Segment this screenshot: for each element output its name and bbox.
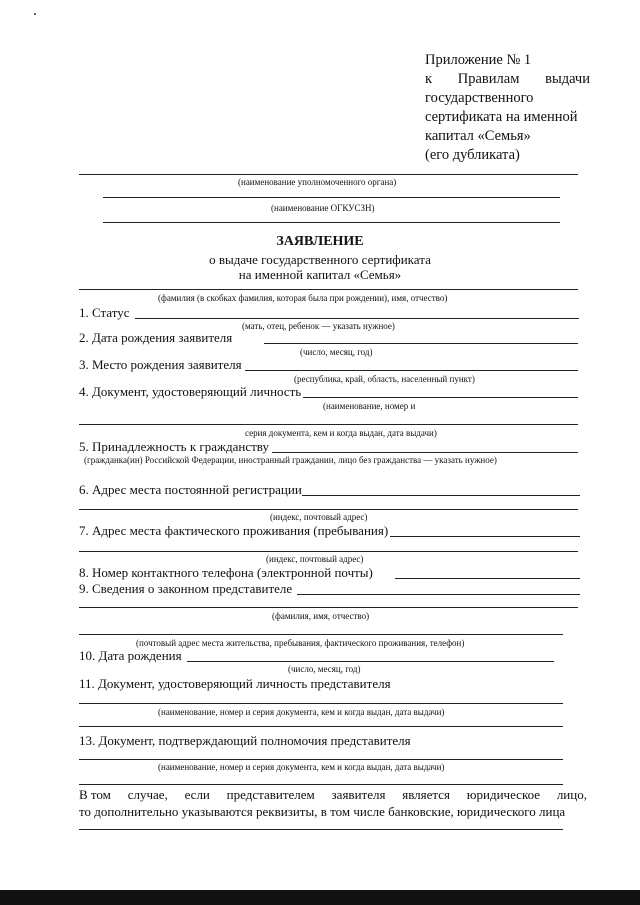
postal-hint-2: (индекс, почтовый адрес) <box>266 554 364 564</box>
field-status-label: 1. Статус <box>79 305 130 320</box>
field-authority-doc-line[interactable] <box>79 759 563 760</box>
ogkuszn-hint: (наименование ОГКУСЗН) <box>271 203 375 213</box>
footer-word: случае, <box>127 787 168 802</box>
footer-word: если <box>184 787 210 802</box>
fio-line[interactable] <box>79 289 578 290</box>
document-hint-2: серия документа, кем и когда выдан, дата выдачи) <box>245 428 437 438</box>
field-actual-address-label: 7. Адрес места фактического проживания (пребывания) <box>79 523 389 538</box>
field-representative-label: 9. Сведения о законном представителе <box>79 581 293 596</box>
field-phone-line[interactable] <box>395 578 580 579</box>
field-status-line[interactable] <box>135 318 579 319</box>
fio-hint: (фамилия (в скобках фамилия, которая была при рождении), имя, отчество) <box>158 293 448 303</box>
rep-doc-hint: (наименование, номер и серия документа, кем и когда выдан, дата выдачи) <box>158 707 445 717</box>
field-rep-dob-label: 10. Дата рождения <box>79 648 182 663</box>
authority-doc-hint: (наименование, номер и серия документа, кем и когда выдан, дата выдачи) <box>158 762 445 772</box>
field-actual-address-line[interactable] <box>390 536 580 537</box>
field-representative-line-2[interactable] <box>79 607 578 608</box>
footer-word: является <box>402 787 451 802</box>
footer-line-2: то дополнительно указываются реквизиты, в том числе банковские, юридического лица <box>79 804 566 819</box>
status-hint: (мать, отец, ребенок — указать нужное) <box>242 321 395 331</box>
footer-word: юридическое <box>466 787 541 802</box>
document-subtitle-2: на именной капитал «Семья» <box>238 267 402 282</box>
rep-address-hint: (почтовый адрес места жительства, пребывания, фактического проживания, телефон) <box>136 638 465 648</box>
field-actual-address-line-2[interactable] <box>79 551 578 552</box>
document-title: ЗАЯВЛЕНИЕ <box>276 234 364 249</box>
field-rep-document-line[interactable] <box>79 703 563 704</box>
field-document-line-2[interactable] <box>79 424 578 425</box>
field-authority-doc-label: 13. Документ, подтверждающий полномочия представителя <box>79 733 411 748</box>
footer-line-1 <box>79 787 587 803</box>
field-registration-line-2[interactable] <box>79 509 578 510</box>
field-representative-address-line[interactable] <box>79 634 563 635</box>
field-dob-line[interactable] <box>264 343 578 344</box>
scan-bottom-edge <box>0 890 640 905</box>
footer-word: представителем <box>226 787 315 802</box>
field-birthplace-label: 3. Место рождения заявителя <box>79 357 242 372</box>
field-authority-doc-line-2[interactable] <box>79 784 563 785</box>
field-citizenship-line[interactable] <box>272 452 578 453</box>
appendix-line-1: Приложение № 1 <box>425 52 532 68</box>
field-rep-document-line-2[interactable] <box>79 726 563 727</box>
appendix-line-4: сертификата на именной <box>425 109 578 125</box>
footer-word: лицо, <box>556 787 587 802</box>
dob-hint: (число, месяц, год) <box>300 347 373 357</box>
appendix-word-issue: выдачи <box>545 71 590 87</box>
field-rep-document-label: 11. Документ, удостоверяющий личность представителя <box>79 676 391 691</box>
field-registration-label: 6. Адрес места постоянной регистрации <box>79 482 302 497</box>
rep-fio-hint: (фамилия, имя, отчество) <box>272 611 370 621</box>
ogkuszn-line[interactable] <box>103 222 560 223</box>
field-dob-label: 2. Дата рождения заявителя <box>79 330 233 345</box>
appendix-line-3: государственного <box>425 90 534 106</box>
rep-dob-hint: (число, месяц, год) <box>288 664 361 674</box>
field-phone-label: 8. Номер контактного телефона (электронной почты) <box>79 565 373 580</box>
appendix-line-5: капитал «Семья» <box>425 128 531 144</box>
authority-line[interactable] <box>79 174 578 175</box>
appendix-word-rules: Правилам <box>457 71 520 87</box>
footer-word: заявителя <box>331 787 386 802</box>
birthplace-hint: (республика, край, область, населенный пункт) <box>294 374 475 384</box>
field-birthplace-line[interactable] <box>245 370 578 371</box>
field-rep-dob-line[interactable] <box>187 661 554 662</box>
field-document-line[interactable] <box>303 397 578 398</box>
footer-word: В том <box>79 787 111 802</box>
appendix-word-k: к <box>425 71 433 87</box>
citizenship-hint: (гражданка(ин) Российской Федерации, иностранный гражданин, лицо без гражданства — указать нужное) <box>84 455 497 465</box>
postal-hint-1: (индекс, почтовый адрес) <box>270 512 368 522</box>
field-registration-line[interactable] <box>302 495 580 496</box>
field-representative-line[interactable] <box>297 594 580 595</box>
appendix-line-2 <box>425 70 590 89</box>
authority-hint: (наименование уполномоченного органа) <box>238 177 397 187</box>
document-hint-1: (наименование, номер и <box>323 401 416 411</box>
scan-speck <box>34 13 36 15</box>
appendix-block <box>425 51 590 165</box>
appendix-line-6: (его дубликата) <box>425 147 520 163</box>
field-citizenship-label: 5. Принадлежность к гражданству <box>79 439 269 454</box>
document-subtitle-1: о выдаче государственного сертификата <box>209 252 431 267</box>
footer-line[interactable] <box>79 829 563 830</box>
field-document-label: 4. Документ, удостоверяющий личность <box>79 384 302 399</box>
authority-line-2[interactable] <box>103 197 560 198</box>
